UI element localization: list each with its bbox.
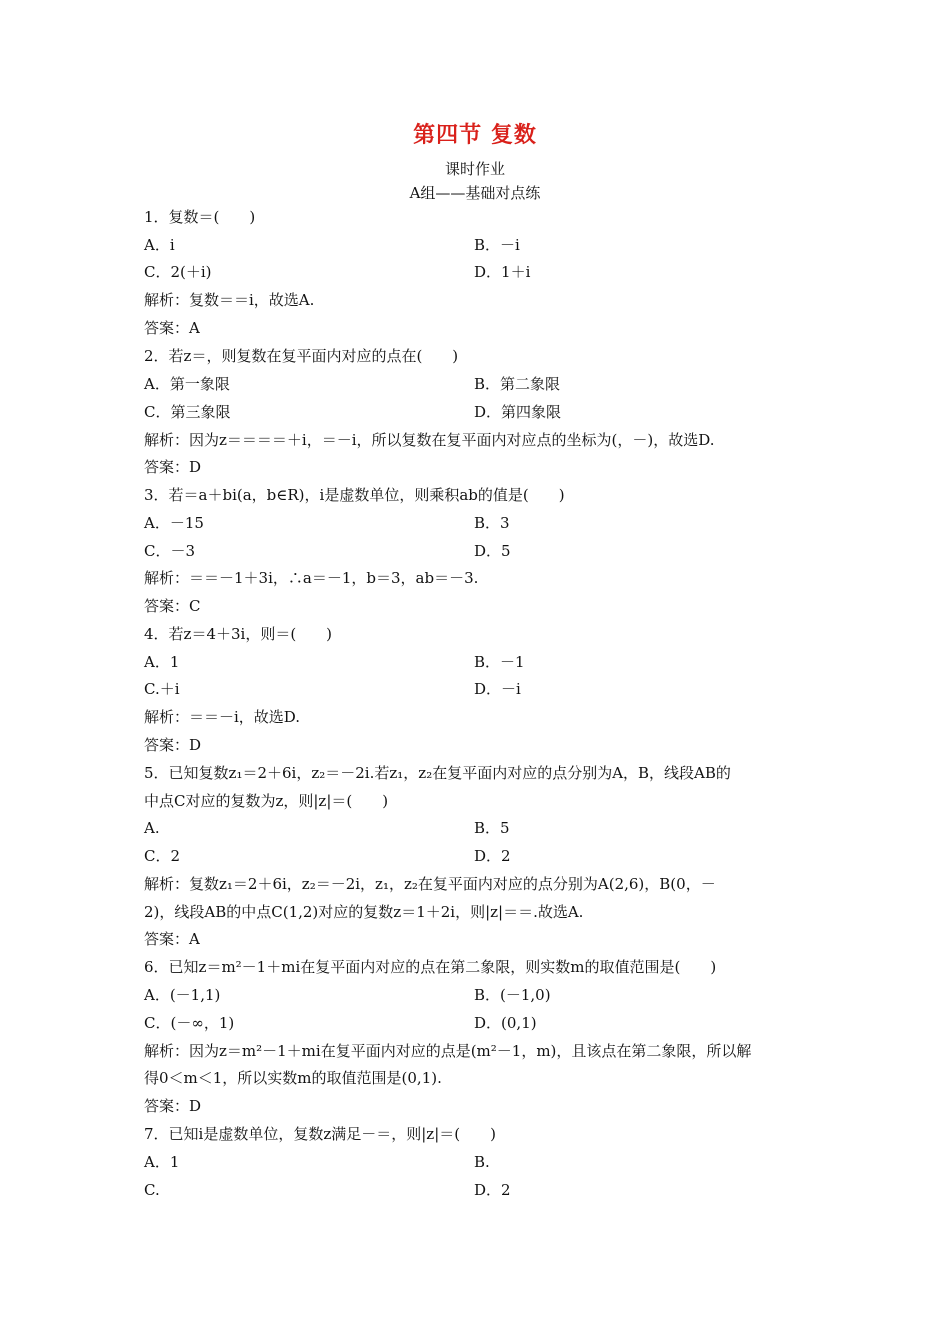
q2-option-c: C．第三象限 bbox=[144, 403, 231, 421]
q2-option-b: B．第二象限 bbox=[474, 375, 561, 393]
question-7: 7．已知i是虚数单位，复数z满足－＝，则|z|＝( ) bbox=[144, 1125, 496, 1143]
question-5-cont: 中点C对应的复数为z，则|z|＝( ) bbox=[144, 792, 389, 810]
q3-option-d: D．5 bbox=[474, 542, 511, 560]
section-title: 第四节 复数 bbox=[413, 122, 537, 148]
q5-analysis-cont: 2)，线段AB的中点C(1,2)对应的复数z＝1＋2i，则|z|＝＝.故选A. bbox=[144, 903, 584, 921]
q4-option-c: C.＋i bbox=[144, 680, 180, 698]
q5-option-d: D．2 bbox=[474, 847, 511, 865]
q3-option-c: C．－3 bbox=[144, 542, 196, 560]
subtitle: 课时作业 bbox=[444, 160, 505, 178]
q6-answer: 答案：D bbox=[144, 1097, 202, 1115]
q5-answer: 答案：A bbox=[144, 930, 200, 948]
q1-option-a: A．i bbox=[144, 236, 175, 254]
q7-option-a: A．1 bbox=[144, 1153, 180, 1171]
q5-option-c: C．2 bbox=[144, 847, 181, 865]
q5-option-a: A. bbox=[144, 819, 160, 837]
q7-option-b: B. bbox=[474, 1153, 490, 1171]
question-5: 5．已知复数z₁＝2＋6i，z₂＝－2i.若z₁，z₂在复平面内对应的点分别为A，B，线段AB的 bbox=[144, 764, 731, 782]
q6-analysis-cont: 得0＜m＜1，所以实数m的取值范围是(0,1). bbox=[144, 1069, 442, 1087]
q7-option-c: C. bbox=[144, 1181, 160, 1199]
group-heading: A组——基础对点练 bbox=[409, 184, 541, 202]
q6-option-c: C．(－∞，1) bbox=[144, 1014, 235, 1032]
q6-option-d: D．(0,1) bbox=[474, 1014, 537, 1032]
q2-option-a: A．第一象限 bbox=[144, 375, 230, 393]
question-4: 4．若z＝4＋3i，则＝( ) bbox=[144, 625, 333, 643]
q4-analysis: 解析：＝＝－i，故选D. bbox=[144, 708, 301, 726]
q1-analysis: 解析：复数＝＝i，故选A. bbox=[144, 291, 315, 309]
q4-option-b: B．－1 bbox=[474, 653, 525, 671]
q6-option-b: B．(－1,0) bbox=[474, 986, 551, 1004]
q4-answer: 答案：D bbox=[144, 736, 202, 754]
question-2: 2．若z＝，则复数在复平面内对应的点在( ) bbox=[144, 347, 459, 365]
q2-answer: 答案：D bbox=[144, 458, 202, 476]
q1-option-c: C．2(＋i) bbox=[144, 263, 212, 281]
q6-analysis: 解析：因为z＝m²－1＋mi在复平面内对应的点是(m²－1，m)，且该点在第二象限，所以解 bbox=[144, 1042, 752, 1060]
q7-option-d: D．2 bbox=[474, 1181, 511, 1199]
q3-analysis: 解析：＝＝－1＋3i，∴a＝－1，b＝3，ab＝－3. bbox=[144, 569, 479, 587]
q4-option-a: A．1 bbox=[144, 653, 180, 671]
q3-option-a: A．－15 bbox=[144, 514, 204, 532]
q4-option-d: D．－i bbox=[474, 680, 521, 698]
question-1: 1．复数＝( ) bbox=[144, 208, 256, 226]
q5-option-b: B．5 bbox=[474, 819, 510, 837]
q6-option-a: A．(－1,1) bbox=[144, 986, 221, 1004]
q5-analysis: 解析：复数z₁＝2＋6i，z₂＝－2i，z₁，z₂在复平面内对应的点分别为A(2,6)，B(0，－ bbox=[144, 875, 716, 893]
q1-answer: 答案：A bbox=[144, 319, 200, 337]
q2-option-d: D．第四象限 bbox=[474, 403, 562, 421]
question-6: 6．已知z＝m²－1＋mi在复平面内对应的点在第二象限，则实数m的取值范围是( ) bbox=[144, 958, 717, 976]
q1-option-b: B．－i bbox=[474, 236, 520, 254]
question-3: 3．若＝a＋bi(a，b∈R)，i是虚数单位，则乘积ab的值是( ) bbox=[144, 486, 565, 504]
q3-option-b: B．3 bbox=[474, 514, 510, 532]
q1-option-d: D．1＋i bbox=[474, 263, 531, 281]
q2-analysis: 解析：因为z＝＝＝＝＋i，＝－i，所以复数在复平面内对应点的坐标为(，－)，故选D. bbox=[144, 431, 715, 449]
q3-answer: 答案：C bbox=[144, 597, 201, 615]
